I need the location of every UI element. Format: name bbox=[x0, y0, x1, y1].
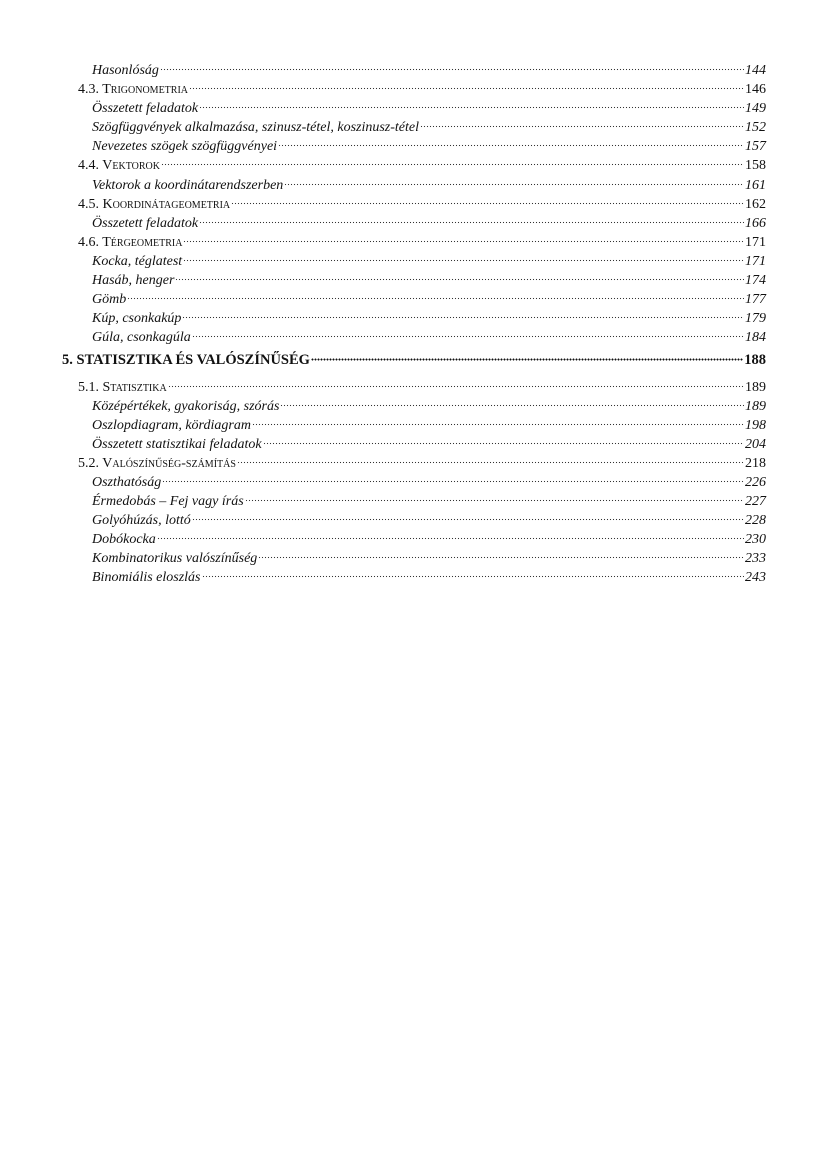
toc-entry-title: Érmedobás – Fej vagy írás bbox=[92, 494, 244, 510]
dot-leader bbox=[162, 480, 744, 483]
toc-entry-title: Oszthatóság bbox=[92, 474, 162, 490]
dot-leader bbox=[189, 87, 744, 90]
dot-leader bbox=[284, 183, 744, 186]
toc-entry-page-number: 161 bbox=[745, 177, 766, 193]
toc-entry-chapter bbox=[62, 351, 766, 370]
toc-entry-section bbox=[62, 233, 766, 252]
dot-leader bbox=[183, 259, 744, 262]
dot-leader bbox=[237, 461, 744, 464]
toc-entry-page-number: 184 bbox=[745, 330, 766, 346]
toc-entry-title: 5.1. Statisztika bbox=[78, 379, 167, 395]
toc-entry-title: Nevezetes szögek szögfüggvényei bbox=[92, 139, 278, 155]
toc-entry-title: Összetett feladatok bbox=[92, 215, 199, 231]
toc-entry-page-number: 158 bbox=[745, 158, 766, 174]
toc-entry-sub bbox=[62, 176, 766, 195]
toc-entry-page-number: 230 bbox=[745, 532, 766, 548]
dot-leader bbox=[183, 240, 744, 243]
toc-entry-page-number: 179 bbox=[745, 311, 766, 327]
toc-entry-sub bbox=[62, 328, 766, 347]
toc-entry-page-number: 226 bbox=[745, 474, 766, 490]
dot-leader bbox=[202, 575, 744, 578]
toc-entry-sub bbox=[62, 309, 766, 328]
toc-entry-sub bbox=[62, 473, 766, 492]
dot-leader bbox=[192, 335, 744, 338]
toc-entry-title: Összetett feladatok bbox=[92, 101, 199, 117]
dot-leader bbox=[420, 125, 744, 128]
toc-entry-page-number: 166 bbox=[745, 215, 766, 231]
toc-entry-title: Vektorok a koordinátarendszerben bbox=[92, 177, 284, 193]
toc-entry-sub bbox=[62, 568, 766, 587]
toc-entry-page-number: 189 bbox=[745, 398, 766, 414]
dot-leader bbox=[280, 404, 744, 407]
dot-leader bbox=[182, 316, 744, 319]
toc-entry-sub bbox=[62, 530, 766, 549]
dot-leader bbox=[258, 556, 744, 559]
toc-entry-page-number: 157 bbox=[745, 139, 766, 155]
toc-entry-sub bbox=[62, 61, 766, 80]
dot-leader bbox=[245, 499, 744, 502]
toc-entry-section bbox=[62, 80, 766, 99]
toc-entry-section bbox=[62, 454, 766, 473]
toc-entry-title: Kocka, téglatest bbox=[92, 253, 183, 269]
dot-leader bbox=[311, 358, 743, 361]
toc-entry-page-number: 146 bbox=[745, 82, 766, 98]
dot-leader bbox=[199, 106, 744, 109]
toc-entry-sub bbox=[62, 416, 766, 435]
toc-entry-title: 4.3. Trigonometria bbox=[78, 82, 189, 98]
toc-entry-title: 4.5. Koordinátageometria bbox=[78, 196, 231, 212]
dot-leader bbox=[168, 385, 744, 388]
toc-entry-title: Hasonlóság bbox=[92, 63, 159, 78]
toc-entry-title: Kombinatorikus valószínűség bbox=[92, 551, 258, 567]
toc-entry-page-number: 233 bbox=[745, 551, 766, 567]
toc-entry-title: Binomiális eloszlás bbox=[92, 570, 201, 586]
toc-entry-page-number: 162 bbox=[745, 196, 766, 212]
toc-entry-sub bbox=[62, 137, 766, 156]
dot-leader bbox=[175, 278, 744, 281]
dot-leader bbox=[192, 518, 744, 521]
toc-entry-page-number: 177 bbox=[745, 292, 766, 308]
toc-entry-sub bbox=[62, 252, 766, 271]
toc-entry-title: 4.6. Térgeometria bbox=[78, 234, 183, 250]
toc-entry-page-number: 204 bbox=[745, 436, 766, 452]
toc-entry-sub bbox=[62, 214, 766, 233]
toc-entry-section bbox=[62, 156, 766, 175]
toc-entry-title: Szögfüggvények alkalmazása, szinusz-tétel, koszinusz-tétel bbox=[92, 120, 420, 136]
toc-entry-page-number: 188 bbox=[744, 352, 766, 369]
dot-leader bbox=[127, 297, 744, 300]
toc-entry-title: 5.2. Valószínűség-számítás bbox=[78, 455, 236, 471]
toc-entry-page-number: 243 bbox=[745, 570, 766, 586]
dot-leader bbox=[161, 163, 744, 166]
toc-entry-title: Kúp, csonkakúp bbox=[92, 311, 182, 327]
toc-entry-title: Dobókocka bbox=[92, 532, 156, 548]
toc-entry-title: Hasáb, henger bbox=[92, 273, 175, 289]
toc-entry-sub bbox=[62, 118, 766, 137]
table-of-contents bbox=[62, 61, 766, 588]
dot-leader bbox=[199, 221, 744, 224]
dot-leader bbox=[231, 202, 744, 205]
toc-entry-page-number: 189 bbox=[745, 379, 766, 395]
toc-entry-title: Összetett statisztikai feladatok bbox=[92, 436, 262, 452]
toc-entry-page-number: 174 bbox=[745, 273, 766, 289]
dot-leader bbox=[157, 537, 744, 540]
toc-entry-title: Középértékek, gyakoriság, szórás bbox=[92, 398, 280, 414]
toc-entry-title: Gömb bbox=[92, 292, 127, 308]
toc-entry-section bbox=[62, 378, 766, 397]
toc-entry-title: 4.4. Vektorok bbox=[78, 158, 160, 174]
toc-entry-page-number: 144 bbox=[745, 63, 766, 78]
toc-entry-page-number: 227 bbox=[745, 494, 766, 510]
toc-entry-page-number: 149 bbox=[745, 101, 766, 117]
toc-entry-title: Gúla, csonkagúla bbox=[92, 330, 191, 346]
dot-leader bbox=[263, 442, 744, 445]
toc-entry-sub bbox=[62, 271, 766, 290]
toc-entry-sub bbox=[62, 435, 766, 454]
toc-entry-sub bbox=[62, 99, 766, 118]
toc-entry-page-number: 152 bbox=[745, 120, 766, 136]
toc-entry-page-number: 171 bbox=[745, 234, 766, 250]
toc-entry-page-number: 218 bbox=[745, 455, 766, 471]
toc-entry-sub bbox=[62, 549, 766, 568]
toc-entry-title: Golyóhúzás, lottó bbox=[92, 513, 191, 529]
toc-entry-section bbox=[62, 195, 766, 214]
dot-leader bbox=[252, 423, 744, 426]
toc-entry-title: 5. STATISZTIKA ÉS VALÓSZÍNŰSÉG bbox=[62, 352, 310, 369]
toc-entry-page-number: 228 bbox=[745, 513, 766, 529]
toc-entry-title: Oszlopdiagram, kördiagram bbox=[92, 417, 251, 433]
toc-entry-sub bbox=[62, 511, 766, 530]
dot-leader bbox=[160, 68, 744, 71]
toc-entry-page-number: 198 bbox=[745, 417, 766, 433]
toc-entry-sub bbox=[62, 397, 766, 416]
toc-entry-sub bbox=[62, 492, 766, 511]
toc-entry-page-number: 171 bbox=[745, 253, 766, 269]
dot-leader bbox=[278, 144, 744, 147]
toc-entry-sub bbox=[62, 290, 766, 309]
